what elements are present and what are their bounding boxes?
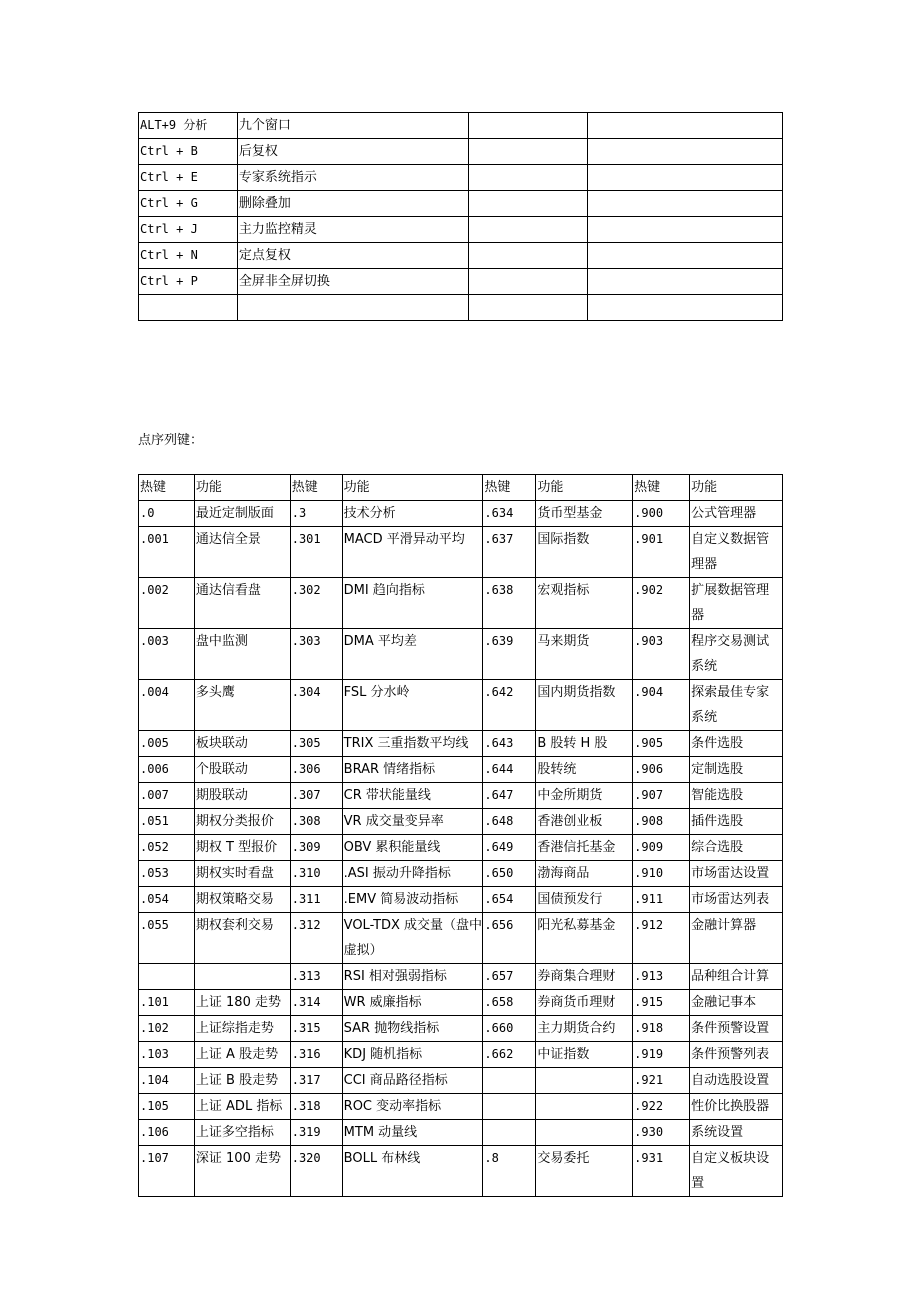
empty-cell (588, 295, 783, 321)
hotkey-row (139, 913, 783, 964)
hotkey-row (139, 1094, 783, 1120)
function-cell: KDJ 随机指标 (342, 1042, 483, 1068)
hotkey-cell: .103 (139, 1042, 195, 1068)
empty-cell (468, 243, 588, 269)
hotkey-cell: .055 (139, 913, 195, 964)
header-function: 功能 (194, 475, 290, 501)
header-hotkey: 热键 (139, 475, 195, 501)
hotkey-cell: .316 (290, 1042, 342, 1068)
function-cell: 渤海商品 (536, 861, 633, 887)
hotkey-cell: .649 (483, 835, 536, 861)
empty-cell (468, 295, 588, 321)
function-cell: 市场雷达列表 (690, 887, 783, 913)
shortcut-key-cell: Ctrl + J (139, 217, 238, 243)
function-cell: 探索最佳专家系统 (690, 680, 783, 731)
empty-cell (468, 165, 588, 191)
hotkey-cell: .309 (290, 835, 342, 861)
function-cell: 程序交易测试系统 (690, 629, 783, 680)
hotkey-cell: .658 (483, 990, 536, 1016)
function-cell (536, 1094, 633, 1120)
shortcut-key-cell: ALT+9 分析 (139, 113, 238, 139)
hotkey-cell: .305 (290, 731, 342, 757)
hotkey-cell: .311 (290, 887, 342, 913)
hotkey-cell: .101 (139, 990, 195, 1016)
header-hotkey: 热键 (290, 475, 342, 501)
hotkey-cell: .319 (290, 1120, 342, 1146)
function-cell: 上证 180 走势 (194, 990, 290, 1016)
function-cell: 插件选股 (690, 809, 783, 835)
function-cell: 中金所期货 (536, 783, 633, 809)
hotkey-cell (483, 1094, 536, 1120)
hotkey-cell: .308 (290, 809, 342, 835)
function-cell: 自动选股设置 (690, 1068, 783, 1094)
empty-cell (588, 243, 783, 269)
hotkey-row (139, 501, 783, 527)
hotkey-cell: .918 (633, 1016, 690, 1042)
function-cell: 股转统 (536, 757, 633, 783)
hotkey-cell: .908 (633, 809, 690, 835)
function-cell: 通达信看盘 (194, 578, 290, 629)
hotkey-cell: .662 (483, 1042, 536, 1068)
hotkey-cell: .306 (290, 757, 342, 783)
hotkey-cell: .310 (290, 861, 342, 887)
header-hotkey: 热键 (633, 475, 690, 501)
shortcut-function-cell: 删除叠加 (237, 191, 468, 217)
shortcut-table (138, 112, 783, 321)
empty-cell (588, 217, 783, 243)
hotkey-cell: .900 (633, 501, 690, 527)
function-cell (194, 964, 290, 990)
hotkey-row (139, 731, 783, 757)
hotkey-row (139, 861, 783, 887)
function-cell: 国际指数 (536, 527, 633, 578)
function-cell: 期权套利交易 (194, 913, 290, 964)
function-cell: 金融计算器 (690, 913, 783, 964)
function-cell: 扩展数据管理器 (690, 578, 783, 629)
hotkey-cell: .905 (633, 731, 690, 757)
function-cell: .ASI 振动升降指标 (342, 861, 483, 887)
hotkey-row (139, 757, 783, 783)
hotkey-cell: .052 (139, 835, 195, 861)
shortcut-row (139, 269, 783, 295)
shortcut-function-cell: 定点复权 (237, 243, 468, 269)
hotkey-row (139, 629, 783, 680)
hotkey-cell: .051 (139, 809, 195, 835)
header-row (139, 475, 783, 501)
shortcut-row (139, 243, 783, 269)
function-cell: 期权策略交易 (194, 887, 290, 913)
hotkey-cell: .911 (633, 887, 690, 913)
hotkey-cell: .004 (139, 680, 195, 731)
function-cell: ROC 变动率指标 (342, 1094, 483, 1120)
shortcut-key-cell: Ctrl + G (139, 191, 238, 217)
function-cell: MACD 平滑异动平均 (342, 527, 483, 578)
function-cell: 券商货币理财 (536, 990, 633, 1016)
hotkey-cell: .315 (290, 1016, 342, 1042)
shortcut-function-cell: 全屏非全屏切换 (237, 269, 468, 295)
shortcut-row (139, 295, 783, 321)
function-cell: 技术分析 (342, 501, 483, 527)
function-cell: 国内期货指数 (536, 680, 633, 731)
function-cell: 期权分类报价 (194, 809, 290, 835)
function-cell: 自定义板块设置 (690, 1146, 783, 1197)
hotkey-cell: .102 (139, 1016, 195, 1042)
empty-cell (588, 113, 783, 139)
hotkey-cell: .903 (633, 629, 690, 680)
hotkey-cell: .001 (139, 527, 195, 578)
hotkey-cell: .912 (633, 913, 690, 964)
header-function: 功能 (342, 475, 483, 501)
hotkey-cell: .3 (290, 501, 342, 527)
function-cell: 智能选股 (690, 783, 783, 809)
function-cell: 多头鹰 (194, 680, 290, 731)
hotkey-cell: .909 (633, 835, 690, 861)
hotkey-cell: .647 (483, 783, 536, 809)
function-cell: 上证综指走势 (194, 1016, 290, 1042)
hotkey-cell: .104 (139, 1068, 195, 1094)
hotkey-cell (483, 1068, 536, 1094)
hotkey-cell: .107 (139, 1146, 195, 1197)
hotkey-row (139, 1120, 783, 1146)
function-cell (536, 1120, 633, 1146)
function-cell: 定制选股 (690, 757, 783, 783)
function-cell: 期权 T 型报价 (194, 835, 290, 861)
hotkey-row (139, 1042, 783, 1068)
function-cell: 国债预发行 (536, 887, 633, 913)
shortcut-row (139, 113, 783, 139)
function-cell: BRAR 情绪指标 (342, 757, 483, 783)
shortcut-key-cell: Ctrl + E (139, 165, 238, 191)
hotkey-cell: .303 (290, 629, 342, 680)
shortcut-row (139, 217, 783, 243)
hotkey-table (138, 474, 783, 1197)
function-cell: 马来期货 (536, 629, 633, 680)
function-cell: 个股联动 (194, 757, 290, 783)
hotkey-row (139, 1016, 783, 1042)
hotkey-cell: .921 (633, 1068, 690, 1094)
empty-cell (588, 165, 783, 191)
header-hotkey: 热键 (483, 475, 536, 501)
function-cell: 综合选股 (690, 835, 783, 861)
hotkey-cell: .302 (290, 578, 342, 629)
hotkey-row (139, 680, 783, 731)
function-cell: 主力期货合约 (536, 1016, 633, 1042)
function-cell: 品种组合计算 (690, 964, 783, 990)
shortcut-function-cell: 九个窗口 (237, 113, 468, 139)
hotkey-cell: .650 (483, 861, 536, 887)
hotkey-cell: .106 (139, 1120, 195, 1146)
hotkey-row (139, 527, 783, 578)
hotkey-cell: .314 (290, 990, 342, 1016)
hotkey-cell: .301 (290, 527, 342, 578)
empty-cell (468, 269, 588, 295)
hotkey-row (139, 964, 783, 990)
hotkey-cell: .007 (139, 783, 195, 809)
empty-cell (588, 269, 783, 295)
function-cell: 最近定制版面 (194, 501, 290, 527)
function-cell: MTM 动量线 (342, 1120, 483, 1146)
hotkey-cell: .003 (139, 629, 195, 680)
hotkey-row (139, 887, 783, 913)
function-cell: WR 威廉指标 (342, 990, 483, 1016)
hotkey-cell: .922 (633, 1094, 690, 1120)
hotkey-cell: .931 (633, 1146, 690, 1197)
hotkey-row (139, 578, 783, 629)
function-cell: DMA 平均差 (342, 629, 483, 680)
shortcut-row (139, 191, 783, 217)
hotkey-cell: .915 (633, 990, 690, 1016)
hotkey-row (139, 1068, 783, 1094)
shortcut-key-cell (139, 295, 238, 321)
shortcut-function-cell: 后复权 (237, 139, 468, 165)
hotkey-cell: .634 (483, 501, 536, 527)
hotkey-cell: .054 (139, 887, 195, 913)
hotkey-row (139, 1146, 783, 1197)
shortcut-key-cell: Ctrl + B (139, 139, 238, 165)
hotkey-cell: .304 (290, 680, 342, 731)
hotkey-cell: .644 (483, 757, 536, 783)
hotkey-cell: .639 (483, 629, 536, 680)
function-cell: DMI 趋向指标 (342, 578, 483, 629)
shortcut-function-cell: 专家系统指示 (237, 165, 468, 191)
hotkey-cell: .313 (290, 964, 342, 990)
function-cell: 金融记事本 (690, 990, 783, 1016)
function-cell: 期股联动 (194, 783, 290, 809)
function-cell: VR 成交量变异率 (342, 809, 483, 835)
function-cell: FSL 分水岭 (342, 680, 483, 731)
function-cell: 条件预警设置 (690, 1016, 783, 1042)
hotkey-cell: .317 (290, 1068, 342, 1094)
hotkey-row (139, 990, 783, 1016)
hotkey-cell: .8 (483, 1146, 536, 1197)
hotkey-cell: .320 (290, 1146, 342, 1197)
function-cell: 香港创业板 (536, 809, 633, 835)
hotkey-row (139, 809, 783, 835)
hotkey-cell: .660 (483, 1016, 536, 1042)
function-cell: 性价比换股器 (690, 1094, 783, 1120)
header-function: 功能 (536, 475, 633, 501)
hotkey-cell: .910 (633, 861, 690, 887)
function-cell: 上证多空指标 (194, 1120, 290, 1146)
hotkey-cell: .105 (139, 1094, 195, 1120)
function-cell: RSI 相对强弱指标 (342, 964, 483, 990)
hotkey-cell: .902 (633, 578, 690, 629)
function-cell: 上证 B 股走势 (194, 1068, 290, 1094)
function-cell: OBV 累积能量线 (342, 835, 483, 861)
hotkey-cell: .002 (139, 578, 195, 629)
function-cell: 自定义数据管理器 (690, 527, 783, 578)
hotkey-cell: .637 (483, 527, 536, 578)
empty-cell (468, 139, 588, 165)
hotkey-cell: .919 (633, 1042, 690, 1068)
function-cell: BOLL 布林线 (342, 1146, 483, 1197)
hotkey-cell: .648 (483, 809, 536, 835)
hotkey-cell: .006 (139, 757, 195, 783)
function-cell: CR 带状能量线 (342, 783, 483, 809)
function-cell: 券商集合理财 (536, 964, 633, 990)
shortcut-function-cell: 主力监控精灵 (237, 217, 468, 243)
empty-cell (468, 191, 588, 217)
function-cell: 市场雷达设置 (690, 861, 783, 887)
hotkey-cell: .005 (139, 731, 195, 757)
hotkey-cell: .654 (483, 887, 536, 913)
hotkey-cell: .657 (483, 964, 536, 990)
function-cell: 香港信托基金 (536, 835, 633, 861)
function-cell: 条件选股 (690, 731, 783, 757)
function-cell: 条件预警列表 (690, 1042, 783, 1068)
function-cell: CCI 商品路径指标 (342, 1068, 483, 1094)
empty-cell (588, 139, 783, 165)
hotkey-cell: .642 (483, 680, 536, 731)
function-cell: 中证指数 (536, 1042, 633, 1068)
shortcut-key-cell: Ctrl + N (139, 243, 238, 269)
hotkey-cell: .656 (483, 913, 536, 964)
hotkey-cell: .053 (139, 861, 195, 887)
header-function: 功能 (690, 475, 783, 501)
hotkey-cell: .906 (633, 757, 690, 783)
function-cell: 宏观指标 (536, 578, 633, 629)
function-cell: B 股转 H 股 (536, 731, 633, 757)
hotkey-cell: .901 (633, 527, 690, 578)
shortcut-key-cell: Ctrl + P (139, 269, 238, 295)
function-cell: 阳光私募基金 (536, 913, 633, 964)
hotkey-cell: .318 (290, 1094, 342, 1120)
function-cell: 通达信全景 (194, 527, 290, 578)
empty-cell (468, 217, 588, 243)
section-heading: 点序列键： (138, 433, 204, 448)
empty-cell (588, 191, 783, 217)
function-cell (536, 1068, 633, 1094)
function-cell: 深证 100 走势 (194, 1146, 290, 1197)
hotkey-cell: .638 (483, 578, 536, 629)
shortcut-row (139, 165, 783, 191)
shortcut-function-cell (237, 295, 468, 321)
function-cell: VOL-TDX 成交量（盘中虚拟） (342, 913, 483, 964)
hotkey-cell: .0 (139, 501, 195, 527)
empty-cell (468, 113, 588, 139)
hotkey-cell: .913 (633, 964, 690, 990)
function-cell: .EMV 简易波动指标 (342, 887, 483, 913)
hotkey-row (139, 835, 783, 861)
hotkey-cell: .907 (633, 783, 690, 809)
hotkey-cell (483, 1120, 536, 1146)
function-cell: SAR 抛物线指标 (342, 1016, 483, 1042)
function-cell: 板块联动 (194, 731, 290, 757)
hotkey-cell: .930 (633, 1120, 690, 1146)
function-cell: 公式管理器 (690, 501, 783, 527)
function-cell: 盘中监测 (194, 629, 290, 680)
function-cell: 交易委托 (536, 1146, 633, 1197)
function-cell: 系统设置 (690, 1120, 783, 1146)
hotkey-cell: .312 (290, 913, 342, 964)
function-cell: 上证 ADL 指标 (194, 1094, 290, 1120)
hotkey-cell: .307 (290, 783, 342, 809)
function-cell: 上证 A 股走势 (194, 1042, 290, 1068)
function-cell: 期权实时看盘 (194, 861, 290, 887)
hotkey-cell: .904 (633, 680, 690, 731)
hotkey-cell: .643 (483, 731, 536, 757)
hotkey-row (139, 783, 783, 809)
function-cell: TRIX 三重指数平均线 (342, 731, 483, 757)
shortcut-row (139, 139, 783, 165)
hotkey-cell (139, 964, 195, 990)
function-cell: 货币型基金 (536, 501, 633, 527)
